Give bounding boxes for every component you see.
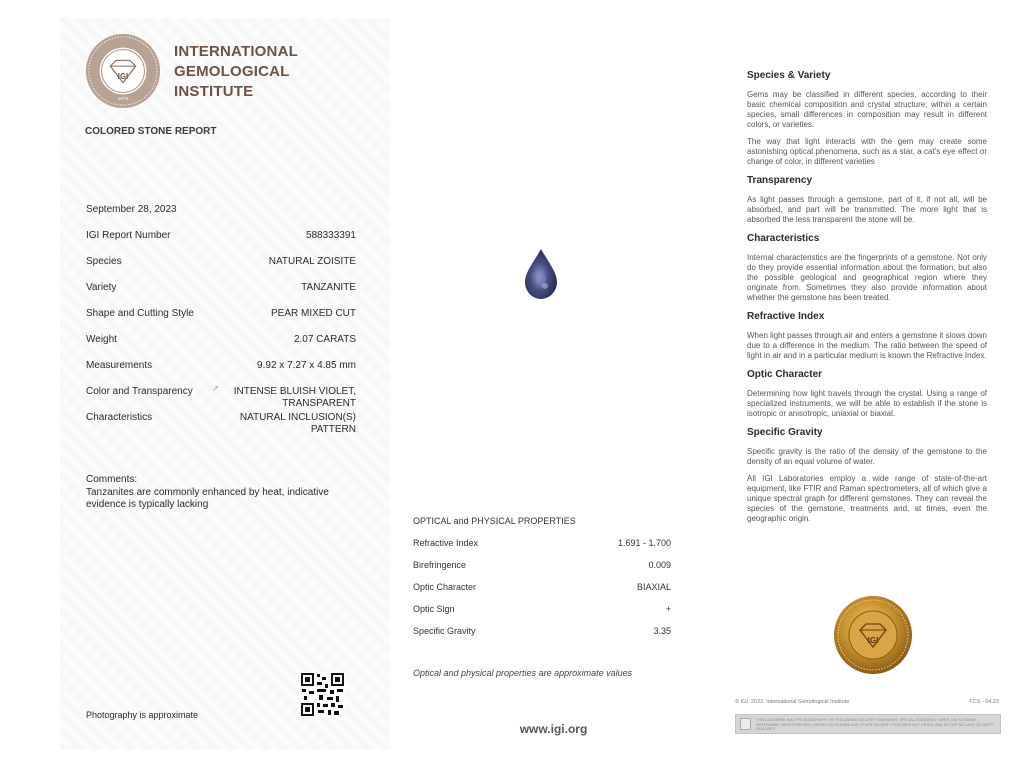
glossary-heading: Refractive Index: [747, 311, 825, 322]
qr-code-icon[interactable]: [300, 672, 345, 717]
glossary-paragraph: As light passes through a gemstone, part of it, if not all, will be absorbed, and part will be transmitted. The more light that is absorbed the less transparent the stone will be.: [747, 195, 987, 224]
svg-text:1975: 1975: [117, 97, 129, 103]
row-value: 0.009: [648, 560, 671, 570]
row-label: Refractive Index: [413, 538, 479, 548]
row-label: Birefringence: [413, 560, 467, 570]
row-value: NATURAL INCLUSION(S) PATTERN: [239, 412, 356, 435]
report-type-title: COLORED STONE REPORT: [85, 126, 217, 137]
photography-note: Photography is approximate: [86, 710, 199, 720]
row-label: Color and Transparency: [86, 386, 193, 397]
comments-label: Comments:: [86, 474, 138, 485]
glossary-panel: [717, 18, 1007, 750]
form-code: FCS - 04.23: [969, 699, 999, 705]
properties-panel: [390, 18, 717, 750]
row-label: Specific Gravity: [413, 626, 476, 636]
security-band: [735, 714, 1001, 734]
glossary-heading: Transparency: [747, 175, 813, 186]
copyright-text: © IGI, 2022, International Gemological Institute: [735, 699, 850, 705]
gold-hologram-seal-icon: [832, 594, 914, 676]
glossary-paragraph: When light passes through air and enters a gemstone it slows down due to a difference in the medium. The ratio between the speed of light in air and in a particular medium is known the Refractive Index.: [747, 331, 987, 360]
comments-text: Tanzanites are commonly enhanced by heat, indicative evidence is typically lacking: [86, 487, 329, 510]
row-value: NATURAL ZOISITE: [268, 256, 356, 267]
row-value: BIAXIAL: [636, 582, 671, 592]
glossary-paragraph: Specific gravity is the ratio of the density of the gemstone to the density of an equal volume of water.: [747, 447, 987, 466]
igi-seal-logo: [84, 32, 162, 110]
row-value: 9.92 x 7.27 x 4.85 mm: [257, 360, 356, 371]
row-value: 588333391: [305, 230, 356, 241]
report-panel: [60, 18, 390, 750]
row-value: 1.691 - 1.700: [617, 538, 671, 548]
report-row: [86, 386, 356, 410]
row-label: IGI Report Number: [86, 230, 171, 241]
glossary-heading: Characteristics: [747, 233, 820, 244]
institute-name: INTERNATIONAL GEMOLOGICAL INSTITUTE: [174, 43, 298, 100]
svg-text:IGI: IGI: [117, 71, 129, 81]
optical-properties-title: OPTICAL and PHYSICAL PROPERTIES: [413, 516, 576, 526]
gemstone-photo: [524, 248, 558, 300]
row-label: Optic Character: [413, 582, 477, 592]
report-date: September 28, 2023: [86, 204, 177, 215]
glossary-paragraph: The way that light interacts with the gem may create some astonishing optical phenomena, such as a star, a cat's eye effect or change of color, in different varieties: [747, 137, 987, 166]
row-label: Shape and Cutting Style: [86, 308, 194, 319]
website-link[interactable]: www.igi.org: [519, 722, 588, 736]
glossary: [747, 70, 987, 531]
glossary-paragraph: Internal characteristics are the fingerprints of a gemstone. Not only do they provide essential information about the formation, but also the possible geological and geographical region where they originate from. Sometimes they also provide information about whether the gemstone has been treated.: [747, 253, 987, 302]
row-label: Variety: [86, 282, 117, 293]
row-value: TANZANITE: [301, 282, 356, 293]
row-value: 2.07 CARATS: [293, 334, 356, 345]
row-value: +: [665, 604, 671, 614]
glossary-paragraph: Determining how light travels through the crystal. Using a range of specialized instruments, we will be able to establish if the stone is isotropic or anisotropic, uniaxial or biaxial.: [747, 389, 987, 418]
document-icon: [740, 718, 751, 730]
row-value: 3.35: [653, 626, 671, 636]
color-marker-icon: ↗: [212, 384, 219, 393]
glossary-heading: Optic Character: [747, 369, 823, 380]
row-value: INTENSE BLUISH VIOLET, TRANSPARENT: [233, 386, 356, 409]
row-value: PEAR MIXED CUT: [270, 308, 356, 319]
row-label: Measurements: [86, 360, 153, 371]
row-label: Weight: [86, 334, 117, 345]
glossary-heading: Species & Variety: [747, 70, 831, 81]
svg-text:IGI: IGI: [867, 636, 879, 645]
glossary-paragraph: Gems may be classified in different species, according to their basic chemical composition and crystal structure; within a certain species, small differences in composition may result in different colors, or varieties.: [747, 90, 987, 129]
row-label: Optic Sign: [413, 604, 455, 614]
row-label: Characteristics: [86, 412, 153, 423]
report-row: [86, 412, 356, 436]
optical-disclaimer: Optical and physical properties are approximate values: [413, 668, 633, 678]
glossary-heading: Specific Gravity: [747, 427, 823, 438]
glossary-paragraph: All IGI Laboratories employ a wide range of state-of-the-art equipment, like FTIR and Raman spectrometers, all of which give a unique spectral graph for different gemstones. They can reveal the species of the gemstone, treatments and, at times, even the geographic origin.: [747, 474, 987, 523]
security-text: THIS DOCUMENT WAS PRODUCED WITH THE FOLLOWING SECURITY MEASURES: SPECIAL DOCUMENT PAPER, INK SCREENS, WATERMARK, MICROPRINTING, HIDDEN HOLOGRAMS AND OTHER SECURITY FEATURES NOT LISTED, AND DO NOT INCLUDE SECURITY FEATURES.: [756, 718, 994, 732]
row-label: Species: [86, 256, 122, 267]
